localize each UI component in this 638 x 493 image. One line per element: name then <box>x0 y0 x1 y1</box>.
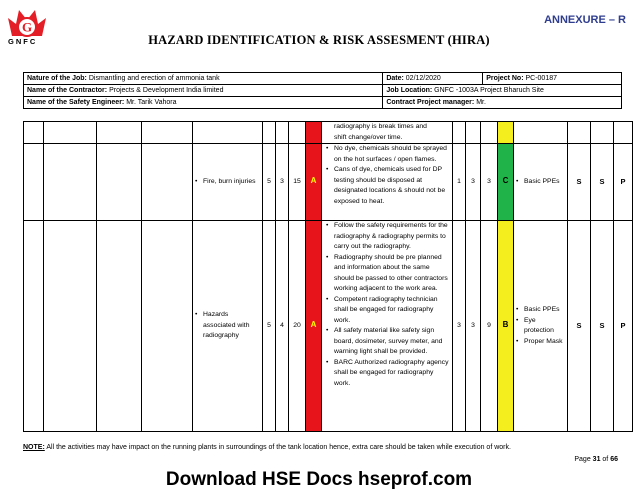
engineer-cell: Name of the Safety Engineer: Mr. Tarik Vahora <box>24 97 383 109</box>
control-measures-cell: radiography is break times and shift change/over time. <box>322 122 453 144</box>
table-row <box>24 221 633 432</box>
residual-severity-cell: 1 <box>453 144 466 221</box>
residual-score-cell: 9 <box>481 221 498 432</box>
status-cell-c: P <box>614 221 633 432</box>
table-row <box>24 122 633 144</box>
info-row-contractor <box>24 85 622 97</box>
info-row-engineer <box>24 97 622 109</box>
hira-table <box>23 121 633 432</box>
svg-text:G: G <box>21 19 33 35</box>
table-row <box>24 144 633 221</box>
annexure-label: ANNEXURE – R <box>544 14 626 26</box>
residual-score-cell: 3 <box>481 144 498 221</box>
severity-cell: 5 <box>263 221 276 432</box>
info-row-job <box>24 73 622 85</box>
hazard-cell: • Fire, burn injuries <box>193 144 263 221</box>
likelihood-cell: 3 <box>276 144 289 221</box>
manager-cell: Contract Project manager: Mr. <box>383 97 622 109</box>
status-cell-a: S <box>568 144 591 221</box>
status-cell-c: P <box>614 144 633 221</box>
job-info-table <box>23 72 622 109</box>
contractor-cell: Name of the Contractor: Projects & Development India limited <box>24 85 383 97</box>
status-cell-b: S <box>591 144 614 221</box>
status-cell-b: S <box>591 221 614 432</box>
status-cell-a: S <box>568 221 591 432</box>
document-title: HAZARD IDENTIFICATION & RISK ASSESMENT (HIRA) <box>148 33 490 47</box>
date-cell: Date: 02/12/2020 <box>383 73 483 85</box>
residual-severity-cell: 3 <box>453 221 466 432</box>
download-banner[interactable]: Download HSE Docs hseprof.com <box>165 469 473 490</box>
residual-likelihood-cell: 3 <box>466 144 481 221</box>
page-number: Page 31 of 66 <box>574 456 618 463</box>
residual-level-cell <box>498 122 514 144</box>
job-cell: Nature of the Job: Dismantling and erection of ammonia tank <box>24 73 383 85</box>
residual-likelihood-cell: 3 <box>466 221 481 432</box>
severity-cell: 5 <box>263 144 276 221</box>
residual-level-cell: B <box>498 221 514 432</box>
risk-score-cell: 15 <box>289 144 306 221</box>
project-cell: Project No: PC-00187 <box>483 73 622 85</box>
control-measures-cell: • Follow the safety requirements for the radiography & radiography permits to carry out the radiography. • Radiography should be pre planned and information about the same should be passed to other contractors working adjacent to the work area. • Competent radiography technician shall be engaged for radiography work. • All safety material like safety sign board, dosimeter, survey meter, and warning light shall be provided. • BARC Authorized radiography agency shall be engaged for radiography work. <box>322 221 453 432</box>
risk-score-cell: 20 <box>289 221 306 432</box>
likelihood-cell: 4 <box>276 221 289 432</box>
hazard-cell: • Hazards associated with radiography <box>193 221 263 432</box>
ppe-cell: • Basic PPEs • Eye protection • Proper Mask <box>514 221 568 432</box>
location-cell: Job Location: GNFC -1003A Project Bharuch Site <box>383 85 622 97</box>
residual-level-cell: C <box>498 144 514 221</box>
ppe-cell: • Basic PPEs <box>514 144 568 221</box>
risk-level-cell: A <box>306 221 322 432</box>
risk-level-cell: A <box>306 144 322 221</box>
risk-level-cell <box>306 122 322 144</box>
logo-text: GNFC <box>8 37 38 46</box>
note-text: NOTE: All the activities may have impact on the running plants in surroundings of the tank location hence, extra care should be taken while execution of work. <box>23 444 511 451</box>
control-measures-cell: • No dye, chemicals should be sprayed on the hot surfaces / open flames. • Cans of dye, chemicals used for DP testing should be disposed at designated locations & should not be exposed to heat. <box>322 144 453 221</box>
